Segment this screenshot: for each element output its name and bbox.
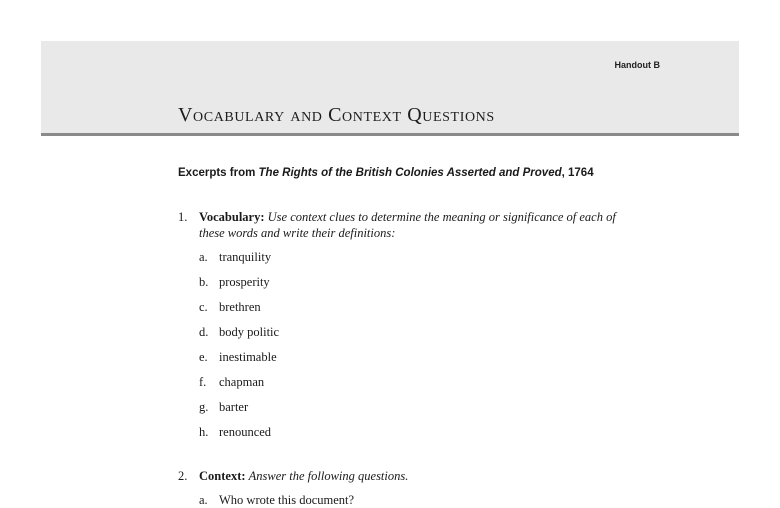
list-item bbox=[199, 399, 279, 424]
item-term: inestimable bbox=[219, 350, 277, 364]
item-term: tranquility bbox=[219, 250, 272, 264]
question-text bbox=[199, 468, 628, 484]
question-instruction: Answer the following questions. bbox=[248, 469, 409, 483]
item-term: barter bbox=[219, 400, 249, 414]
handout-label: Handout B bbox=[614, 60, 660, 70]
excerpt-prefix: Excerpts from bbox=[178, 167, 259, 179]
item-letter: d. bbox=[199, 325, 209, 339]
item-letter: a. bbox=[199, 493, 208, 507]
item-letter: h. bbox=[199, 425, 209, 439]
excerpt-heading bbox=[178, 167, 594, 179]
list-item bbox=[199, 249, 279, 274]
question-number: 1. bbox=[178, 210, 188, 224]
item-letter: a. bbox=[199, 250, 208, 264]
question-context bbox=[178, 468, 628, 484]
list-item bbox=[199, 349, 279, 374]
item-letter: c. bbox=[199, 300, 208, 314]
vocabulary-term-list bbox=[199, 249, 279, 449]
question-number: 2. bbox=[178, 469, 188, 483]
item-term: body politic bbox=[219, 325, 280, 339]
item-letter: g. bbox=[199, 400, 209, 414]
excerpt-work-title: The Rights of the British Colonies Asserted and Proved bbox=[258, 167, 562, 179]
question-instruction: Use context clues to determine the meaning or significance of each of these words and write their definitions: bbox=[199, 210, 616, 240]
item-term: renounced bbox=[219, 425, 272, 439]
excerpt-suffix: , 1764 bbox=[561, 167, 594, 179]
list-item bbox=[199, 299, 279, 324]
question-text bbox=[199, 209, 628, 241]
item-letter: e. bbox=[199, 350, 208, 364]
item-term: chapman bbox=[219, 375, 265, 389]
item-term: prosperity bbox=[219, 275, 270, 289]
question-label: Vocabulary: bbox=[199, 210, 265, 224]
question-label: Context: bbox=[199, 469, 246, 483]
list-item bbox=[199, 492, 354, 508]
page-title: Vocabulary and Context Questions bbox=[178, 104, 495, 126]
item-letter: f. bbox=[199, 375, 207, 389]
list-item bbox=[199, 324, 279, 349]
list-item bbox=[199, 274, 279, 299]
item-letter: b. bbox=[199, 275, 209, 289]
list-item bbox=[199, 374, 279, 399]
question-vocabulary bbox=[178, 209, 628, 241]
item-term: brethren bbox=[219, 300, 261, 314]
list-item bbox=[199, 424, 279, 449]
item-term: Who wrote this document? bbox=[219, 493, 355, 507]
header-rule bbox=[41, 133, 739, 136]
